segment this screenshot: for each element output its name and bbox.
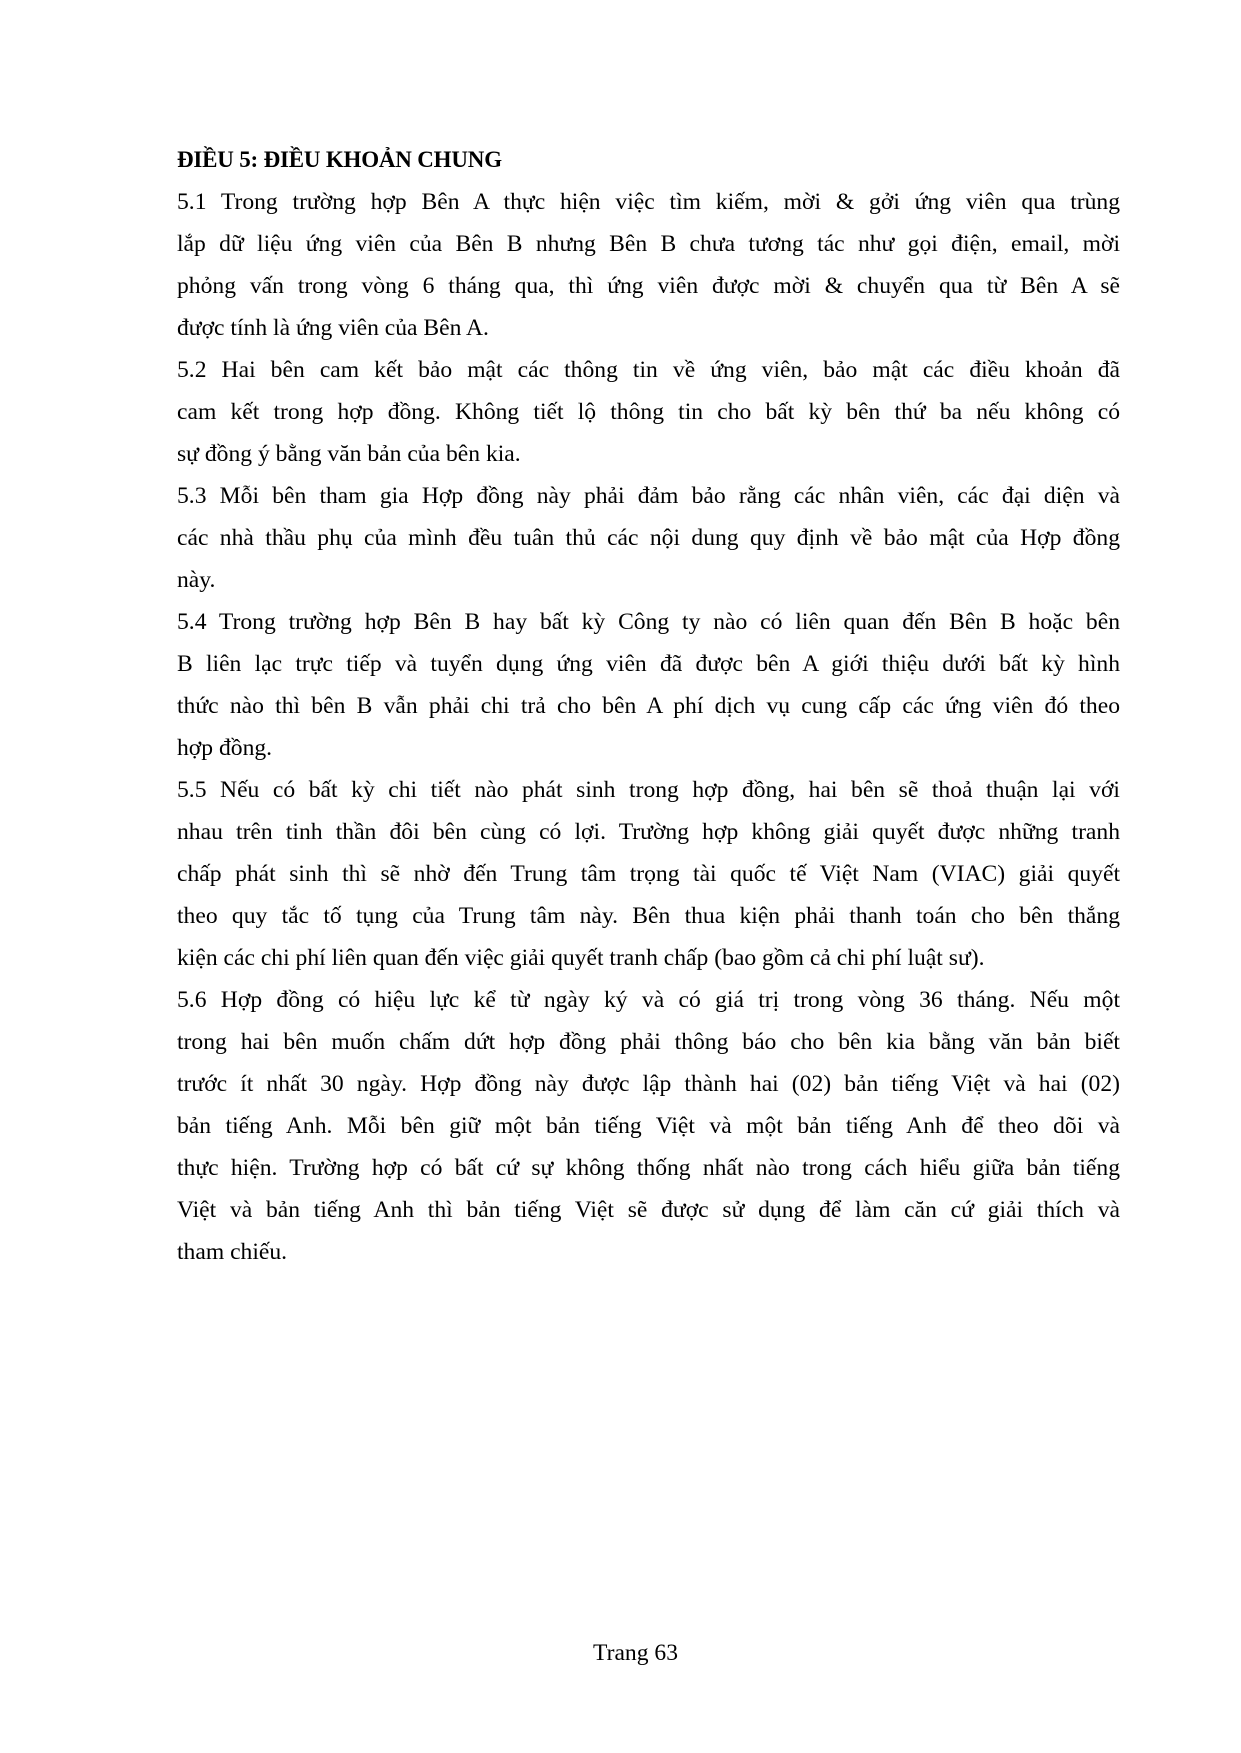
clause-5-3-line: này. bbox=[177, 567, 216, 593]
clause-5-6-line: Việt và bản tiếng Anh thì bản tiếng Việt sẽ được sử dụng để làm căn cứ giải thích và bbox=[177, 1197, 1120, 1223]
clause-5-5-line: theo quy tắc tố tụng của Trung tâm này. Bên thua kiện phải thanh toán cho bên thắng bbox=[177, 903, 1120, 929]
page-number: Trang 63 bbox=[593, 1640, 678, 1666]
clause-5-2-line: cam kết trong hợp đồng. Không tiết lộ thông tin cho bất kỳ bên thứ ba nếu không có bbox=[177, 399, 1120, 425]
clause-5-1-line: phỏng vấn trong vòng 6 tháng qua, thì ứng viên được mời & chuyển qua từ Bên A sẽ bbox=[177, 273, 1120, 299]
clause-5-6-line: tham chiếu. bbox=[177, 1239, 288, 1265]
clause-5-6-line: trước ít nhất 30 ngày. Hợp đồng này được lập thành hai (02) bản tiếng Việt và hai (02) bbox=[177, 1071, 1120, 1097]
clause-5-6-line: thực hiện. Trường hợp có bất cứ sự không thống nhất nào trong cách hiểu giữa bản tiếng bbox=[177, 1155, 1120, 1181]
clause-5-4-line: B liên lạc trực tiếp và tuyển dụng ứng viên đã được bên A giới thiệu dưới bất kỳ hình bbox=[177, 651, 1120, 677]
clause-5-5-line: 5.5 Nếu có bất kỳ chi tiết nào phát sinh trong hợp đồng, hai bên sẽ thoả thuận lại với bbox=[177, 777, 1120, 803]
clause-5-2-line: sự đồng ý bằng văn bản của bên kia. bbox=[177, 441, 521, 467]
clause-5-6-line: 5.6 Hợp đồng có hiệu lực kể từ ngày ký và có giá trị trong vòng 36 tháng. Nếu một bbox=[177, 987, 1120, 1013]
clause-5-4-line: thức nào thì bên B vẫn phải chi trả cho bên A phí dịch vụ cung cấp các ứng viên đó theo bbox=[177, 693, 1120, 719]
clause-5-1-line: 5.1 Trong trường hợp Bên A thực hiện việc tìm kiếm, mời & gởi ứng viên qua trùng bbox=[177, 189, 1120, 215]
clause-5-6-line: trong hai bên muốn chấm dứt hợp đồng phải thông báo cho bên kia bằng văn bản biết bbox=[177, 1029, 1120, 1055]
clause-5-1-line: lắp dữ liệu ứng viên của Bên B nhưng Bên B chưa tương tác như gọi điện, email, mời bbox=[177, 231, 1120, 257]
clause-5-3-line: các nhà thầu phụ của mình đều tuân thủ các nội dung quy định về bảo mật của Hợp đồng bbox=[177, 525, 1120, 551]
clause-5-4-line: hợp đồng. bbox=[177, 735, 273, 761]
clause-5-2-line: 5.2 Hai bên cam kết bảo mật các thông tin về ứng viên, bảo mật các điều khoản đã bbox=[177, 357, 1120, 383]
clause-5-5-line: chấp phát sinh thì sẽ nhờ đến Trung tâm trọng tài quốc tế Việt Nam (VIAC) giải quyết bbox=[177, 861, 1120, 887]
clause-5-4-line: 5.4 Trong trường hợp Bên B hay bất kỳ Công ty nào có liên quan đến Bên B hoặc bên bbox=[177, 609, 1120, 635]
clause-5-5-line: nhau trên tinh thần đôi bên cùng có lợi. Trường hợp không giải quyết được những tranh bbox=[177, 819, 1120, 845]
section-heading: ĐIỀU 5: ĐIỀU KHOẢN CHUNG bbox=[177, 147, 502, 172]
clause-5-5-line: kiện các chi phí liên quan đến việc giải quyết tranh chấp (bao gồm cả chi phí luật sư). bbox=[177, 945, 985, 971]
clause-5-1-line: được tính là ứng viên của Bên A. bbox=[177, 315, 489, 341]
clause-5-6-line: bản tiếng Anh. Mỗi bên giữ một bản tiếng Việt và một bản tiếng Anh để theo dõi và bbox=[177, 1113, 1120, 1139]
clause-5-3-line: 5.3 Mỗi bên tham gia Hợp đồng này phải đảm bảo rằng các nhân viên, các đại diện và bbox=[177, 483, 1120, 509]
